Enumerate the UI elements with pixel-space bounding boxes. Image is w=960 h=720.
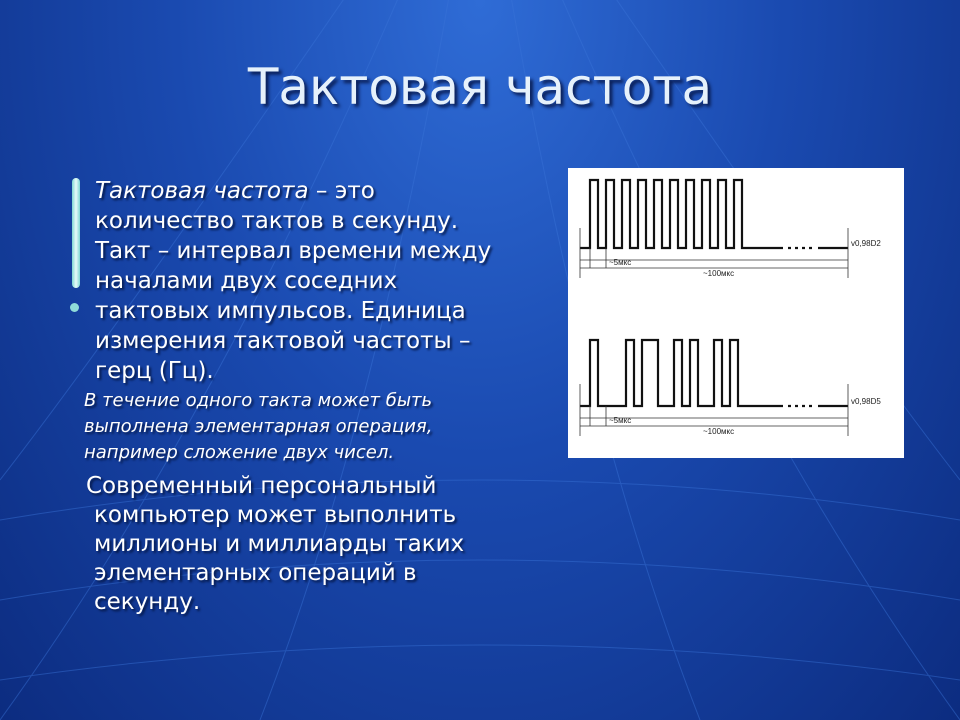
definition-first-line — [95, 176, 565, 206]
bullet-dot-icon — [70, 303, 79, 312]
operation-note-line: выполнена элементарная операция, — [84, 416, 433, 437]
definition-line: количество тактов в секунду. — [95, 208, 459, 234]
bottom-signal-label: v0,98D5 — [851, 397, 881, 406]
definition-line: Такт – интервал времени между — [95, 238, 492, 264]
definition-line: тактовых импульсов. Единица — [95, 298, 466, 324]
top-short-label: ~5мкс — [609, 258, 632, 267]
top-long-label: ~100мкс — [703, 269, 735, 278]
bottom-pulse-train — [580, 340, 783, 406]
modern-pc-line: компьютер может выполнить — [94, 502, 457, 528]
definition-line: герц (Гц). — [95, 358, 214, 384]
definition-dash: – это — [308, 178, 375, 204]
bottom-short-label: ~5мкс — [609, 416, 632, 425]
operation-note-paragraph — [84, 388, 524, 466]
operation-note-line: В течение одного такта может быть — [84, 390, 433, 411]
definition-term: Тактовая частота — [95, 178, 309, 204]
slide-title: Тактовая частота — [247, 58, 713, 116]
bullet-bar-decoration — [72, 178, 80, 288]
modern-pc-line: секунду. — [94, 589, 201, 615]
definition-line: началами двух соседних — [95, 268, 398, 294]
bottom-long-label: ~100мкс — [703, 427, 735, 436]
bottom-waveform — [580, 340, 848, 406]
top-signal-label: v0,98D2 — [851, 239, 881, 248]
top-waveform — [580, 180, 848, 248]
definition-line: измерения тактовой частоты – — [95, 328, 471, 354]
modern-pc-line: миллионы и миллиарды таких — [94, 531, 465, 557]
definition-paragraph — [95, 176, 565, 386]
modern-pc-line: Современный персональный — [86, 473, 437, 499]
clock-signal-svg — [568, 168, 904, 458]
operation-note-line: например сложение двух чисел. — [84, 442, 395, 463]
clock-signal-diagram — [568, 168, 904, 458]
modern-pc-line: элементарных операций в — [94, 560, 417, 586]
top-pulse-train — [580, 180, 783, 248]
modern-pc-paragraph — [86, 472, 526, 617]
